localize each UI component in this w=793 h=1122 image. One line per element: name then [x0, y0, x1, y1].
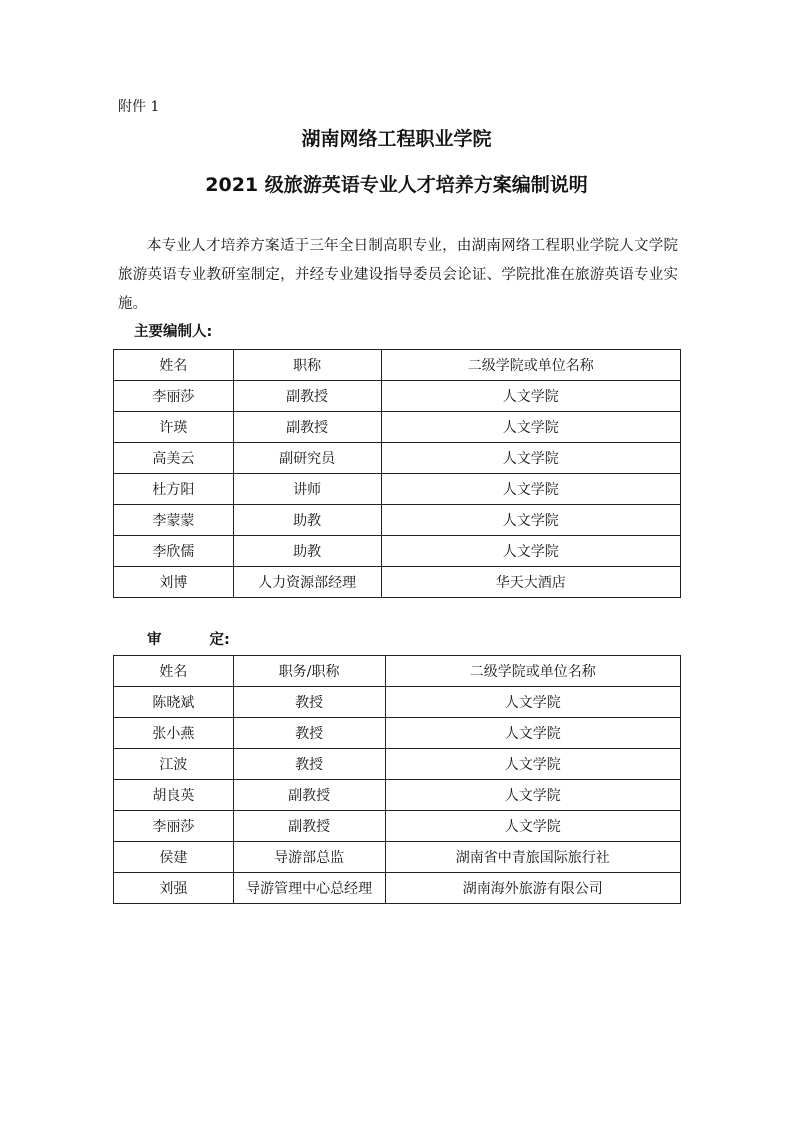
table-row: [114, 536, 681, 567]
table-row: [114, 381, 681, 412]
attachment-label: 附件 1: [118, 99, 160, 115]
title-cell: 讲师: [233, 474, 381, 505]
table-row: [114, 412, 681, 443]
unit-cell: 人文学院: [385, 811, 680, 842]
unit-cell: 人文学院: [381, 474, 680, 505]
header-cell: 职务/职称: [233, 656, 385, 687]
name-cell: 杜方阳: [114, 474, 234, 505]
table-row: [114, 718, 681, 749]
name-cell: 许瑛: [114, 412, 234, 443]
table-row: [114, 567, 681, 598]
title-cell: 教授: [233, 718, 385, 749]
main-editors-table: [113, 349, 681, 598]
unit-cell: 湖南省中青旅国际旅行社: [385, 842, 680, 873]
unit-cell: 人文学院: [381, 381, 680, 412]
table-header-row: [114, 656, 681, 687]
unit-cell: 人文学院: [385, 718, 680, 749]
reviewers-label-a: 审: [147, 632, 162, 648]
title-cell: 教授: [233, 687, 385, 718]
table-header-row: [114, 350, 681, 381]
title-cell: 导游部总监: [233, 842, 385, 873]
unit-cell: 人文学院: [385, 749, 680, 780]
title-cell: 副教授: [233, 381, 381, 412]
table-row: [114, 505, 681, 536]
header-cell: 二级学院或单位名称: [385, 656, 680, 687]
table-row: [114, 842, 681, 873]
header-cell: 姓名: [114, 350, 234, 381]
name-cell: 李丽莎: [114, 381, 234, 412]
table-row: [114, 474, 681, 505]
reviewers-label-b: 定:: [209, 632, 230, 648]
unit-cell: 人文学院: [381, 536, 680, 567]
name-cell: 江波: [114, 749, 234, 780]
name-cell: 李丽莎: [114, 811, 234, 842]
unit-cell: 人文学院: [381, 412, 680, 443]
reviewers-table: [113, 655, 681, 904]
title-cell: 副研究员: [233, 443, 381, 474]
header-cell: 职称: [233, 350, 381, 381]
table-row: [114, 780, 681, 811]
table-row: [114, 687, 681, 718]
table-row: [114, 811, 681, 842]
table-row: [114, 873, 681, 904]
table-row: [114, 443, 681, 474]
intro-paragraph: 本专业人才培养方案适于三年全日制高职专业，由湖南网络工程职业学院人文学院旅游英语专业教研室制定，并经专业建设指导委员会论证、学院批准在旅游英语专业实施。: [118, 238, 678, 312]
name-cell: 李欣儒: [114, 536, 234, 567]
name-cell: 刘博: [114, 567, 234, 598]
title-cell: 助教: [233, 536, 381, 567]
name-cell: 高美云: [114, 443, 234, 474]
name-cell: 李蒙蒙: [114, 505, 234, 536]
title-cell: 副教授: [233, 780, 385, 811]
name-cell: 陈晓斌: [114, 687, 234, 718]
unit-cell: 人文学院: [385, 687, 680, 718]
reviewers-label: [147, 628, 230, 649]
title-cell: 导游管理中心总经理: [233, 873, 385, 904]
title-cell: 副教授: [233, 811, 385, 842]
unit-cell: 人文学院: [381, 505, 680, 536]
title-cell: 助教: [233, 505, 381, 536]
document-title: 湖南网络工程职业学院: [301, 128, 492, 150]
header-cell: 姓名: [114, 656, 234, 687]
title-cell: 人力资源部经理: [233, 567, 381, 598]
main-editors-label: 主要编制人:: [134, 324, 213, 340]
document-subtitle: 2021 级旅游英语专业人才培养方案编制说明: [205, 174, 588, 196]
name-cell: 侯建: [114, 842, 234, 873]
unit-cell: 人文学院: [385, 780, 680, 811]
name-cell: 张小燕: [114, 718, 234, 749]
header-cell: 二级学院或单位名称: [381, 350, 680, 381]
unit-cell: 人文学院: [381, 443, 680, 474]
unit-cell: 湖南海外旅游有限公司: [385, 873, 680, 904]
unit-cell: 华天大酒店: [381, 567, 680, 598]
table-row: [114, 749, 681, 780]
title-cell: 副教授: [233, 412, 381, 443]
name-cell: 胡良英: [114, 780, 234, 811]
title-cell: 教授: [233, 749, 385, 780]
name-cell: 刘强: [114, 873, 234, 904]
